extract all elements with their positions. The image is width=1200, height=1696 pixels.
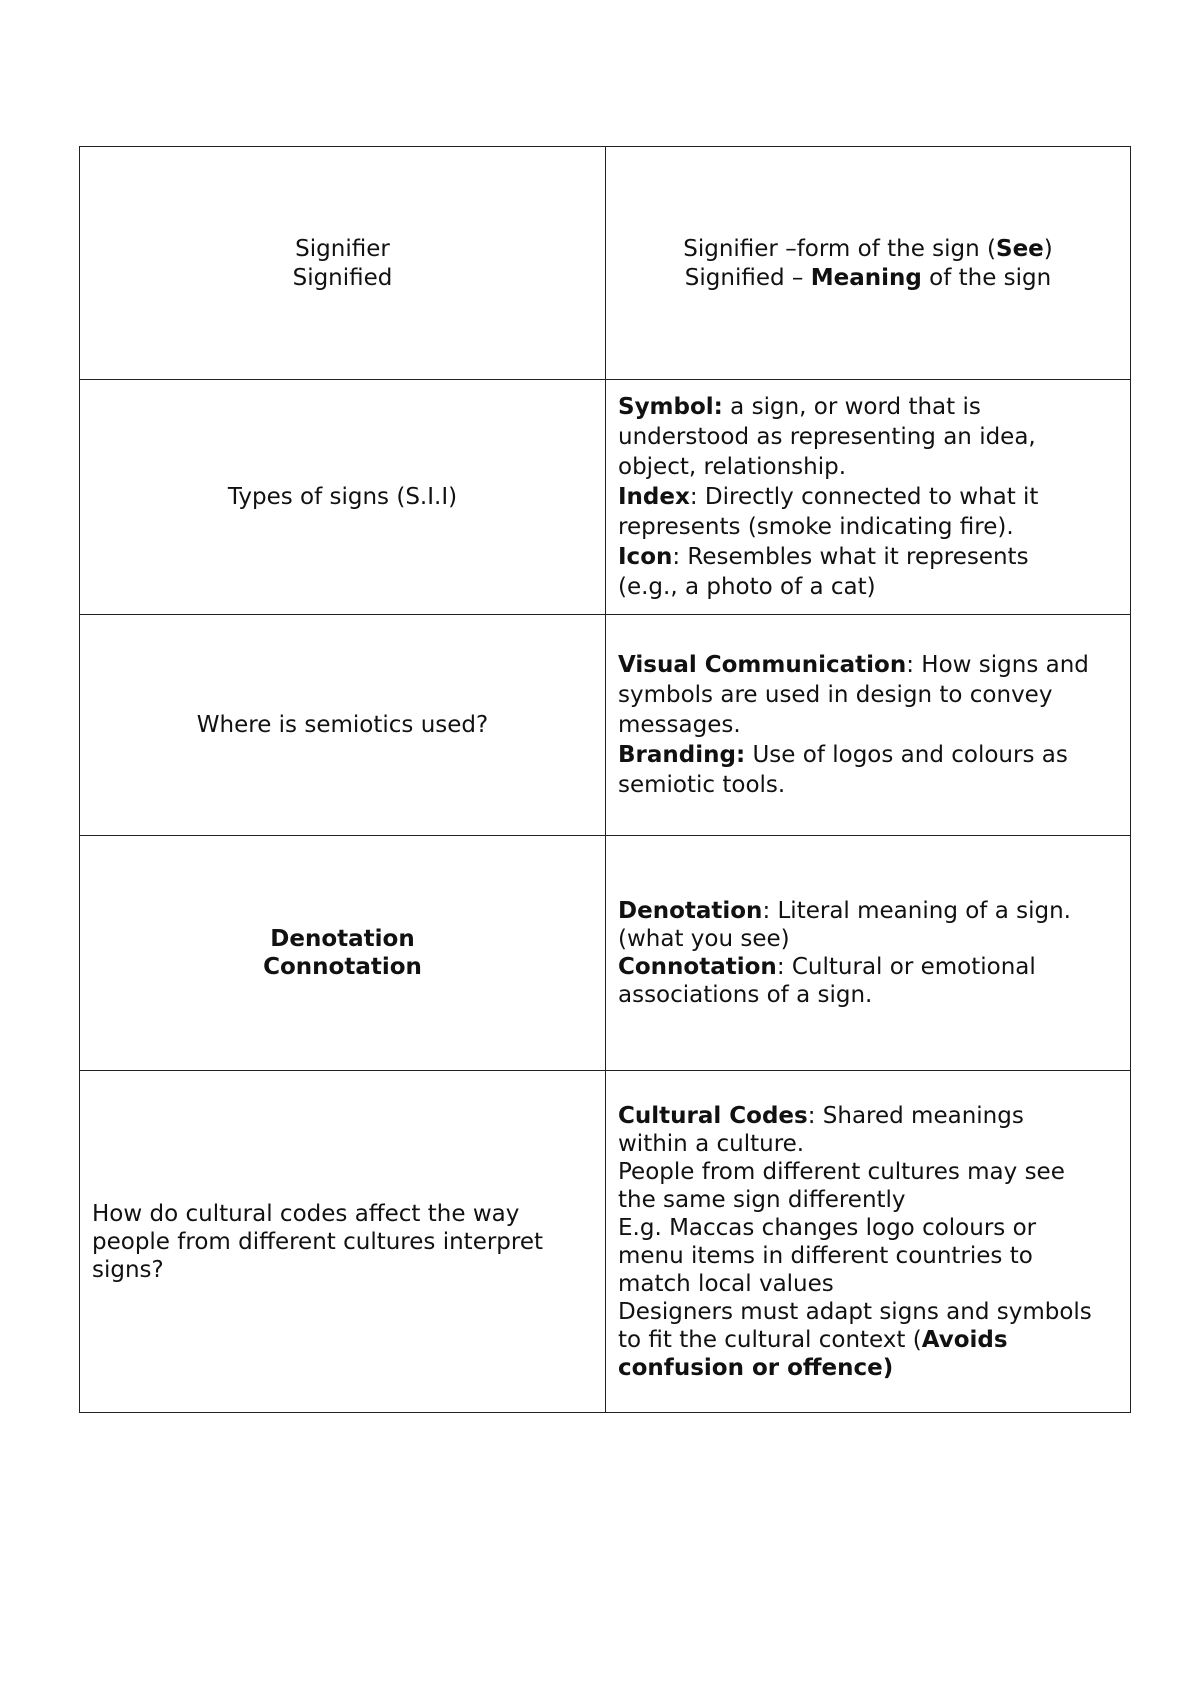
- answer-text: ): [1043, 236, 1053, 262]
- answer-term: Meaning: [810, 265, 922, 291]
- table-row: [80, 147, 1131, 380]
- table-row: [80, 836, 1131, 1071]
- row-answer-cultural-codes: [606, 1071, 1131, 1413]
- table-row: [80, 380, 1131, 615]
- prompt-line: Signified: [292, 265, 393, 291]
- answer-line: [618, 650, 1118, 680]
- answer-line: menu items in different countries to: [618, 1242, 1033, 1269]
- answer-text: Signified –: [684, 265, 811, 291]
- answer-text: to fit the cultural context (: [618, 1326, 922, 1353]
- answer-line: symbols are used in design to convey: [618, 682, 1053, 708]
- answer-text: : Literal meaning of a sign.: [762, 898, 1071, 924]
- answer-line: [618, 264, 1118, 292]
- row-prompt-usage: Where is semiotics used?: [80, 615, 606, 836]
- row-answer-types: [606, 380, 1131, 615]
- answer-term: Connotation: [618, 954, 777, 980]
- row-answer-signifier: [606, 147, 1131, 380]
- semiotics-table: [79, 146, 1131, 1413]
- answer-text: : Resembles what it represents: [672, 544, 1029, 570]
- answer-line: semiotic tools.: [618, 772, 786, 798]
- row-prompt-cultural-codes: [80, 1071, 606, 1413]
- answer-term: Branding:: [618, 742, 746, 768]
- answer-line: [618, 234, 1118, 264]
- row-prompt-signifier: [80, 147, 606, 380]
- prompt-line: Connotation: [263, 954, 422, 980]
- table-row: [80, 615, 1131, 836]
- answer-line: the same sign differently: [618, 1186, 906, 1213]
- answer-text: : Directly connected to what it: [689, 484, 1039, 510]
- answer-line: [618, 1326, 1118, 1354]
- answer-text: : Cultural or emotional: [776, 954, 1036, 980]
- answer-term: Symbol:: [618, 394, 723, 420]
- answer-line: confusion or offence): [618, 1354, 894, 1381]
- prompt-line: Denotation: [270, 926, 415, 952]
- answer-text: Signifier –form of the sign (: [683, 236, 997, 262]
- prompt-line: Signifier: [295, 236, 390, 262]
- table-row: [80, 1071, 1131, 1413]
- answer-line: [618, 953, 1118, 981]
- prompt-line: people from different cultures interpret: [92, 1228, 544, 1255]
- row-answer-denotation: [606, 836, 1131, 1071]
- answer-text: Use of logos and colours as: [745, 742, 1068, 768]
- answer-term: Denotation: [618, 898, 763, 924]
- answer-line: [618, 740, 1118, 770]
- answer-term: Avoids: [921, 1326, 1008, 1353]
- answer-line: represents (smoke indicating fire).: [618, 514, 1014, 540]
- answer-line: [618, 542, 1118, 572]
- answer-line: within a culture.: [618, 1130, 805, 1157]
- answer-term: Index: [618, 484, 690, 510]
- answer-line: E.g. Maccas changes logo colours or: [618, 1214, 1037, 1241]
- answer-term: See: [996, 236, 1044, 262]
- answer-line: associations of a sign.: [618, 982, 873, 1008]
- answer-term: Cultural Codes: [618, 1102, 808, 1129]
- answer-term: Icon: [618, 544, 673, 570]
- answer-line: People from different cultures may see: [618, 1158, 1065, 1185]
- answer-text: of the sign: [921, 265, 1052, 291]
- answer-text: : How signs and: [906, 652, 1089, 678]
- answer-line: [618, 392, 1118, 422]
- answer-line: match local values: [618, 1270, 834, 1297]
- row-prompt-types: Types of signs (S.I.I): [80, 380, 606, 615]
- answer-text: : Shared meanings: [807, 1102, 1024, 1129]
- prompt-line: signs?: [92, 1256, 164, 1283]
- answer-line: [618, 1102, 1118, 1130]
- answer-line: (e.g., a photo of a cat): [618, 574, 876, 600]
- answer-line: understood as representing an idea,: [618, 424, 1036, 450]
- answer-line: [618, 897, 1118, 925]
- answer-line: Designers must adapt signs and symbols: [618, 1298, 1092, 1325]
- answer-line: (what you see): [618, 926, 790, 952]
- answer-line: object, relationship.: [618, 454, 847, 480]
- answer-text: a sign, or word that is: [722, 394, 981, 420]
- answer-line: messages.: [618, 712, 741, 738]
- answer-line: [618, 482, 1118, 512]
- prompt-line: How do cultural codes affect the way: [92, 1200, 520, 1227]
- row-answer-usage: [606, 615, 1131, 836]
- row-prompt-denotation: [80, 836, 606, 1071]
- answer-term: Visual Communication: [618, 652, 907, 678]
